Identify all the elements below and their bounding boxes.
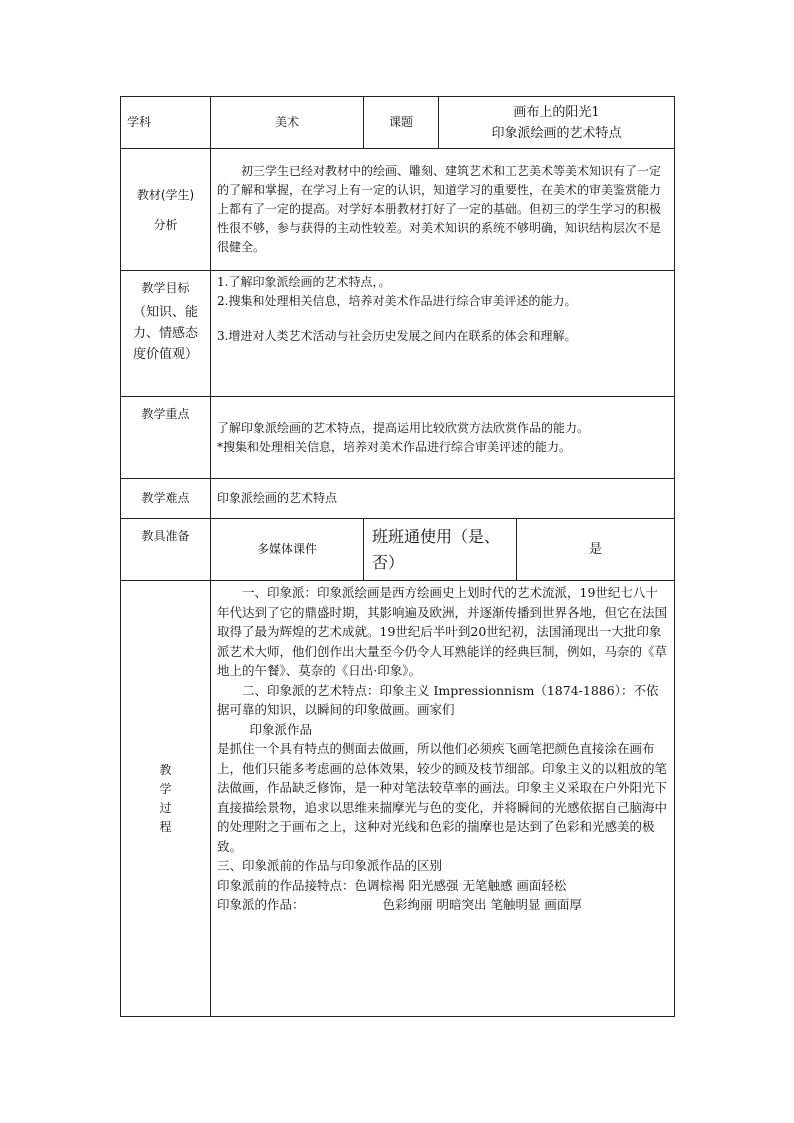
subject-label: 学科 <box>121 97 211 149</box>
lesson-plan-table <box>120 96 675 1017</box>
process-paragraph-7-label: 印象派的作品： <box>217 897 305 912</box>
difficulty-text: 印象派绘画的艺术特点 <box>211 479 675 519</box>
analysis-label-line-2: 分析 <box>153 217 178 232</box>
process-content <box>211 581 675 1017</box>
key-point-1: 了解印象派绘画的艺术特点，提高运用比较欣赏方法欣赏作品的能力。 <box>217 420 590 435</box>
analysis-text: 初三学生已经对教材中的绘画、雕刻、建筑艺术和工艺美术等美术知识有了一定的了解和掌握，在学习上有一定的认识，知道学习的重要性，在美术的审美鉴赏能力上都有了一定的提高。对学好本册教材打好了一定的基础。但初三的学生学习的积极性很不够，参与获得的主动性较差。对美术知识的系统不够明确，知识结构层次不是很健全。 <box>217 164 662 254</box>
process-paragraph-6: 印象派前的作品接特点：色调棕褐 阳光感强 无笔触感 画面轻松 <box>217 877 567 893</box>
process-char-3: 过 <box>159 800 172 815</box>
goals-label-cell <box>121 271 211 397</box>
key-points-label: 教学重点 <box>121 397 211 479</box>
goal-item-3: 3.增进对人类艺术活动与社会历史发展之间内在联系的体会和理解。 <box>217 329 577 343</box>
analysis-label-line-1: 教材(学生) <box>136 187 195 202</box>
banbantong-value: 是 <box>517 519 675 581</box>
goals-sublabel: （知识、能力、情感态度价值观） <box>132 305 198 362</box>
difficulty-label: 教学难点 <box>121 479 211 519</box>
banbantong-label: 班班通使用（是、否） <box>364 519 517 581</box>
process-paragraph-3: 印象派作品 <box>249 721 313 737</box>
header-row <box>121 97 675 149</box>
process-paragraph-7-text: 色彩绚丽 明暗突出 笔触明显 画面厚 <box>382 897 582 912</box>
process-paragraph-2: 二、印象派的艺术特点：印象主义 Impressionnism（1874-1886）：不依据可靠的知识，以瞬间的印象做画。画家们 <box>217 682 659 717</box>
equipment-value: 多媒体课件 <box>211 519 364 581</box>
process-paragraph-7 <box>217 895 668 915</box>
subject-value: 美术 <box>211 97 364 149</box>
equipment-label: 教具准备 <box>121 519 211 581</box>
topic-label: 课题 <box>364 97 439 149</box>
key-point-2: *搜集和处理相关信息，培养对美术作品进行综合审美评述的能力。 <box>217 439 572 454</box>
equipment-row <box>121 519 675 581</box>
key-points-row <box>121 397 675 479</box>
process-char-2: 学 <box>159 781 172 796</box>
process-paragraph-5: 三、印象派前的作品与印象派作品的区别 <box>217 858 443 873</box>
difficulty-row <box>121 479 675 519</box>
goal-item-2: 2.搜集和处理相关信息，培养对美术作品进行综合审美评述的能力。 <box>217 294 577 308</box>
analysis-content <box>211 149 675 271</box>
topic-line-1: 画布上的阳光1 <box>513 104 600 120</box>
process-char-4: 程 <box>159 819 172 834</box>
analysis-label <box>121 149 211 271</box>
process-paragraph-4: 是抓住一个具有特点的侧面去做画，所以他们必须疾飞画笔把颜色直接涂在画布上，他们只能多考虑画的总体效果，较少的顾及枝节细部。印象主义的以粗放的笔法做画，作品缺乏修饰，是一种对笔法较草率的画法。印象主义采取在户外阳光下直接描绘景物，追求以思维来揣摩光与色的变化，并将瞬间的光感依据自己脑海中的处理附之于画布之上，这种对光线和色彩的揣摩也是达到了色彩和光感美的极致。 <box>217 741 668 854</box>
goals-content <box>211 271 675 397</box>
goal-item-1: 1.了解印象派绘画的艺术特点，。 <box>217 275 391 289</box>
analysis-row <box>121 149 675 271</box>
process-row <box>121 581 675 1017</box>
process-char-1: 教 <box>159 762 172 777</box>
process-paragraph-1: 一、印象派：印象派绘画是西方绘画史上划时代的艺术流派，19世纪七八十年代达到了它的鼎盛时期，其影响遍及欧洲，并逐渐传播到世界各地，但它在法国取得了最为辉煌的艺术成就。19世纪后半叶到20世纪初，法国涌现出一大批印象派艺术大师，他们创作出大量至今仍令人耳熟能详的经典巨制，例如，马奈的《草地上的午餐》、莫奈的《日出·印象》。 <box>217 585 668 678</box>
topic-value <box>439 97 675 149</box>
topic-line-2: 印象派绘画的艺术特点 <box>491 125 622 141</box>
goals-row <box>121 271 675 397</box>
process-label <box>121 581 211 1017</box>
key-points-content <box>211 397 675 479</box>
goals-label: 教学目标 <box>141 281 190 295</box>
